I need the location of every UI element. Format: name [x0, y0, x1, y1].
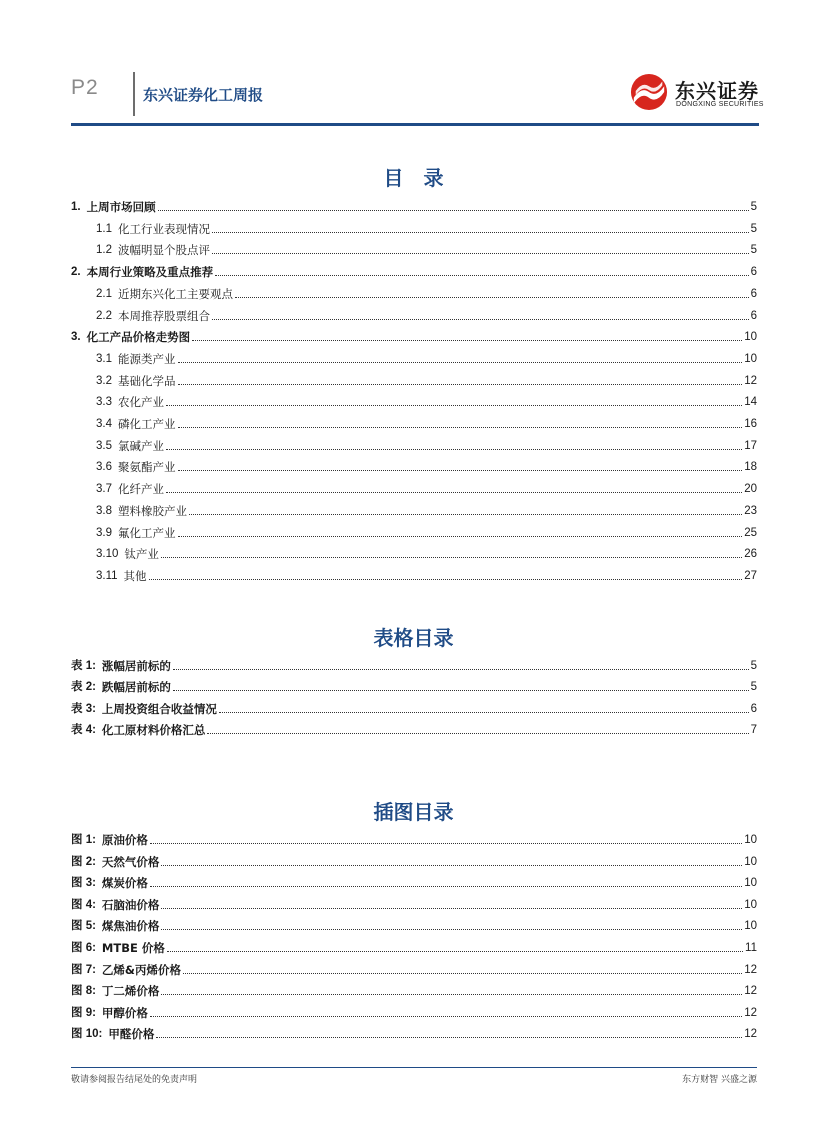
dot-leader — [166, 404, 742, 406]
toc-entry-label: 农化产业 — [118, 395, 164, 410]
toc-entry-page: 6 — [750, 287, 757, 300]
dot-leader — [149, 578, 743, 580]
figure-entry-number: 图 8: — [71, 985, 96, 998]
dot-leader — [150, 1015, 742, 1017]
dot-leader — [166, 491, 742, 493]
toc-entry-label: 化工产品价格走势图 — [86, 330, 191, 345]
toc-entry-page: 14 — [744, 396, 757, 409]
toc-entry[interactable] — [71, 522, 757, 540]
figure-entry-number: 图 2: — [71, 855, 96, 868]
figure-entry-page: 10 — [744, 920, 757, 933]
toc-entry-number: 3.8 — [96, 504, 112, 517]
dot-leader — [212, 252, 749, 254]
table-entry-label: 涨幅居前标的 — [101, 659, 171, 673]
toc-entry[interactable] — [71, 261, 757, 279]
table-entry-label: 化工原材料价格汇总 — [101, 722, 206, 737]
page-number: P2 — [71, 76, 99, 99]
dongxing-logo-icon — [630, 73, 668, 111]
toc-entry-label: 塑料橡胶产业 — [118, 503, 187, 518]
toc-entry-number: 2.2 — [96, 309, 112, 322]
table-entry-label: 上周投资组合收益情况 — [101, 701, 217, 716]
footer-rule — [71, 1067, 757, 1068]
tables-toc-title: 表格目录 — [373, 626, 454, 650]
header-rule — [71, 123, 759, 126]
toc-entry[interactable] — [71, 456, 757, 474]
dot-leader — [173, 668, 749, 670]
logo-chinese-name: 东兴证券 — [675, 79, 759, 103]
dot-leader — [219, 711, 749, 713]
toc-entry[interactable] — [71, 413, 757, 431]
toc-entry-page: 5 — [750, 201, 757, 213]
figure-entry[interactable] — [71, 851, 757, 869]
toc-entry-label: 近期东兴化工主要观点 — [118, 286, 233, 301]
toc-entry-number: 3.1 — [96, 352, 112, 365]
figure-entry-number: 图 6: — [71, 942, 96, 954]
figure-entry-label: 原油价格 — [101, 833, 148, 847]
toc-entry[interactable] — [71, 435, 757, 453]
figure-entry[interactable] — [71, 1023, 757, 1041]
dot-leader — [161, 864, 742, 866]
toc-entry[interactable] — [71, 500, 757, 518]
toc-entry-number: 3.6 — [96, 461, 112, 474]
toc-entry-page: 6 — [750, 309, 757, 322]
figure-entry[interactable] — [71, 937, 757, 955]
toc-entry-label: 聚氨酯产业 — [118, 460, 176, 475]
table-entry-label: 跌幅居前标的 — [101, 680, 171, 695]
dot-leader — [156, 1036, 742, 1038]
toc-entry-page: 5 — [750, 244, 757, 257]
toc-entry-page: 17 — [744, 439, 757, 452]
toc-entry-number: 3.4 — [96, 418, 112, 430]
toc-entry-label: 其他 — [123, 568, 147, 583]
dot-leader — [161, 993, 742, 995]
table-entry-page: 5 — [750, 681, 757, 694]
header-separator — [133, 72, 135, 116]
dot-leader — [189, 513, 742, 515]
toc-entry-page: 10 — [744, 352, 757, 365]
dot-leader — [178, 426, 743, 428]
figure-entry-number: 图 5: — [71, 920, 96, 933]
toc-entry-page: 18 — [744, 461, 757, 474]
figure-entry-number: 图 3: — [71, 877, 96, 890]
toc-entry[interactable] — [71, 348, 757, 366]
figure-entry-number: 图 10: — [71, 1028, 103, 1041]
dot-leader — [212, 231, 749, 233]
dot-leader — [215, 274, 749, 276]
toc-entry-label: 能源类产业 — [118, 351, 176, 366]
toc-entry[interactable] — [71, 370, 757, 388]
toc-entry[interactable] — [71, 565, 757, 583]
table-entry-number: 表 1: — [71, 660, 96, 672]
figure-entry-number: 图 1: — [71, 834, 96, 846]
table-entry-page: 6 — [750, 702, 757, 715]
toc-entry-label: 钛产业 — [124, 547, 159, 562]
dot-leader — [192, 339, 742, 341]
toc-entry-page: 20 — [744, 483, 757, 496]
table-entry-number: 表 3: — [71, 702, 96, 715]
table-entry[interactable] — [71, 655, 757, 673]
toc-entry-label: 磷化工产业 — [118, 417, 176, 431]
toc-entry-page: 6 — [750, 266, 757, 279]
figure-entry-page: 12 — [744, 963, 757, 976]
figure-entry-label: 煤焦油价格 — [101, 919, 160, 934]
toc-entry-number: 3.11 — [96, 569, 118, 582]
figure-entry[interactable] — [71, 980, 757, 998]
toc-entry-label: 本周推荐股票组合 — [118, 308, 210, 323]
figure-entry-label: 天然气价格 — [101, 854, 160, 869]
footer-disclaimer: 敬请参阅报告结尾处的免责声明 — [71, 1075, 198, 1085]
figure-entry-page: 12 — [744, 1006, 757, 1019]
figures-toc-title: 插图目录 — [373, 800, 454, 824]
toc-entry-page: 10 — [744, 331, 757, 344]
dot-leader — [150, 842, 742, 844]
dot-leader — [150, 885, 742, 887]
toc-entry-number: 1.2 — [96, 244, 112, 257]
figure-entry-label: 甲醛价格 — [108, 1027, 155, 1042]
toc-entry-page: 5 — [750, 222, 757, 235]
figure-entry-page: 10 — [744, 834, 757, 846]
dot-leader — [173, 689, 749, 691]
dot-leader — [178, 383, 743, 385]
toc-entry[interactable] — [71, 326, 757, 344]
toc-entry[interactable] — [71, 218, 757, 236]
dot-leader — [161, 907, 742, 909]
toc-entry-number: 3.3 — [96, 396, 112, 409]
toc-entry[interactable] — [71, 239, 757, 257]
toc-entry[interactable] — [71, 391, 757, 409]
figure-entry-number: 图 4: — [71, 898, 96, 911]
figure-entry-label: 石脑油价格 — [101, 897, 160, 912]
figure-entry-page: 10 — [744, 855, 757, 868]
figure-entry-label: 乙烯&丙烯价格 — [101, 962, 181, 977]
toc-entry-label: 基础化学品 — [118, 373, 176, 388]
table-entry-number: 表 4: — [71, 723, 96, 736]
table-entry[interactable] — [71, 698, 757, 716]
toc-entry-label: 本周行业策略及重点推荐 — [86, 265, 214, 280]
dot-leader — [167, 950, 743, 952]
toc-entry-page: 12 — [744, 374, 757, 387]
toc-entry[interactable] — [71, 196, 757, 214]
dot-leader — [178, 535, 743, 537]
toc-entry[interactable] — [71, 283, 757, 301]
dot-leader — [161, 556, 742, 558]
table-entry-number: 表 2: — [71, 681, 96, 694]
toc-title: 目 录 — [383, 166, 444, 190]
toc-entry-page: 25 — [744, 526, 757, 539]
toc-entry-number: 3.9 — [96, 526, 112, 539]
table-entry-page: 7 — [750, 723, 757, 736]
report-title: 东兴证券化工周报 — [143, 86, 264, 104]
figure-entry[interactable] — [71, 1002, 757, 1020]
toc-entry-label: 氯碱产业 — [118, 438, 164, 453]
figure-entry-label: 丁二烯价格 — [101, 984, 160, 999]
toc-entry-page: 26 — [744, 548, 757, 561]
figure-entry[interactable] — [71, 829, 757, 847]
dot-leader — [161, 928, 742, 930]
dot-leader — [235, 296, 749, 298]
toc-entry-page: 16 — [744, 418, 757, 430]
dot-leader — [207, 732, 748, 734]
toc-entry-page: 23 — [744, 504, 757, 517]
figure-entry-page: 11 — [745, 942, 757, 954]
toc-entry[interactable] — [71, 305, 757, 323]
figure-entry-number: 图 7: — [71, 963, 96, 976]
toc-entry-label: 化纤产业 — [118, 482, 164, 497]
dot-leader — [158, 209, 749, 211]
figure-entry-page: 12 — [744, 1028, 757, 1041]
figure-entry-page: 10 — [744, 898, 757, 911]
figure-entry-number: 图 9: — [71, 1006, 96, 1019]
table-entry-page: 5 — [750, 660, 757, 672]
figure-entry-label: 甲醇价格 — [101, 1005, 148, 1020]
footer-slogan: 东方财智 兴盛之源 — [682, 1075, 757, 1085]
toc-entry-number: 3. — [71, 331, 81, 344]
toc-entry-number: 3.10 — [96, 548, 119, 561]
figure-entry-page: 12 — [744, 985, 757, 998]
figure-entry[interactable] — [71, 872, 757, 890]
dot-leader — [178, 469, 743, 471]
toc-entry-label: 化工行业表现情况 — [118, 221, 210, 236]
toc-entry-label: 上周市场回顾 — [86, 200, 156, 214]
toc-entry-number: 3.5 — [96, 439, 112, 452]
toc-entry-number: 2. — [71, 266, 81, 279]
toc-entry-number: 1. — [71, 201, 81, 213]
dot-leader — [212, 318, 749, 320]
figure-entry[interactable] — [71, 894, 757, 912]
figure-entry-label: MTBE 价格 — [101, 941, 165, 955]
table-entry[interactable] — [71, 676, 757, 694]
figure-entry-page: 10 — [744, 877, 757, 890]
dot-leader — [178, 361, 743, 363]
figure-entry[interactable] — [71, 959, 757, 977]
dot-leader — [183, 972, 742, 974]
toc-entry-label: 氟化工产业 — [118, 525, 176, 540]
toc-entry-label: 波幅明显个股点评 — [118, 243, 210, 258]
toc-entry-number: 1.1 — [96, 222, 112, 235]
toc-entry-number: 3.2 — [96, 374, 112, 387]
table-entry[interactable] — [71, 719, 757, 737]
toc-entry[interactable] — [71, 478, 757, 496]
figure-entry[interactable] — [71, 915, 757, 933]
toc-entry-number: 3.7 — [96, 483, 112, 496]
figure-entry-label: 煤炭价格 — [101, 876, 148, 891]
toc-entry-page: 27 — [744, 569, 757, 582]
dot-leader — [166, 448, 742, 450]
toc-entry[interactable] — [71, 543, 757, 561]
toc-entry-number: 2.1 — [96, 287, 112, 300]
company-logo — [630, 71, 764, 115]
logo-english-name: DONGXING SECURITIES — [676, 101, 764, 108]
